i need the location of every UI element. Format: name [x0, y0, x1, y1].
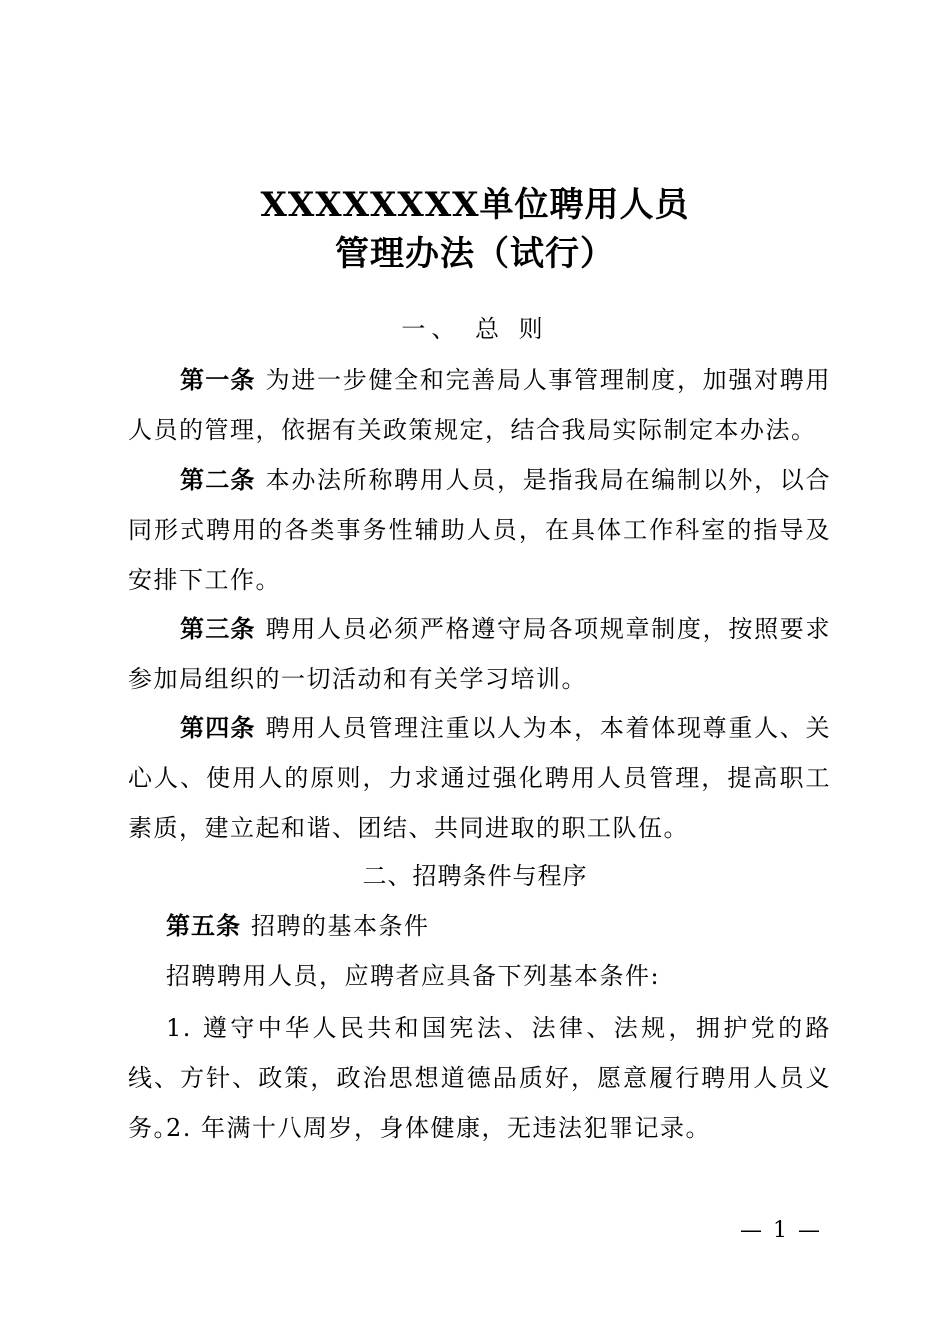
article-4-text: 聘用人员管理注重以人为本，本着体现尊重人、关心人、使用人的原则，力求通过强化聘用人员管理，提高职工素质，建立起和谐、团结、共同进取的职工队伍。	[128, 714, 831, 842]
document-title-line-1: XXXXXXXX单位聘用人员	[260, 185, 690, 225]
article-3	[128, 604, 831, 704]
section-heading-recruitment: 二、招聘条件与程序	[362, 862, 588, 890]
article-5-text: 招聘的基本条件	[251, 912, 430, 940]
article-5-label: 第五条	[166, 912, 241, 940]
article-2	[128, 455, 831, 605]
article-3-text: 聘用人员必须严格遵守局各项规章制度，按照要求参加局组织的一切活动和有关学习培训。	[128, 615, 831, 693]
recruitment-intro: 招聘聘用人员，应聘者应具备下列基本条件:	[166, 962, 661, 990]
article-2-text: 本办法所称聘用人员，是指我局在编制以外，以合同形式聘用的各类事务性辅助人员，在具体工作科室的指导及安排下工作。	[128, 466, 831, 594]
article-1-text: 为进一步健全和完善局人事管理制度，加强对聘用人员的管理，依据有关政策规定，结合我局实际制定本办法。	[128, 366, 831, 444]
page-number: — 1 —	[740, 1218, 822, 1243]
article-4-label: 第四条	[180, 714, 256, 742]
condition-item-1: 1. 遵守中华人民共和国宪法、法律、法规，拥护党的路线、方针、政策，政治思想道德品质好，愿意履行聘用人员义务。	[128, 1014, 831, 1142]
article-3-label: 第三条	[180, 615, 256, 643]
article-4	[128, 703, 831, 853]
condition-item-2: 2. 年满十八周岁，身体健康，无违法犯罪记录。	[166, 1114, 712, 1142]
section-heading-general: 一、 总 则	[401, 315, 549, 343]
article-5	[128, 901, 831, 951]
document-title-line-2: 管理办法（试行）	[335, 234, 615, 274]
article-2-label: 第二条	[180, 466, 256, 494]
article-1	[128, 355, 831, 455]
article-1-label: 第一条	[180, 366, 256, 394]
